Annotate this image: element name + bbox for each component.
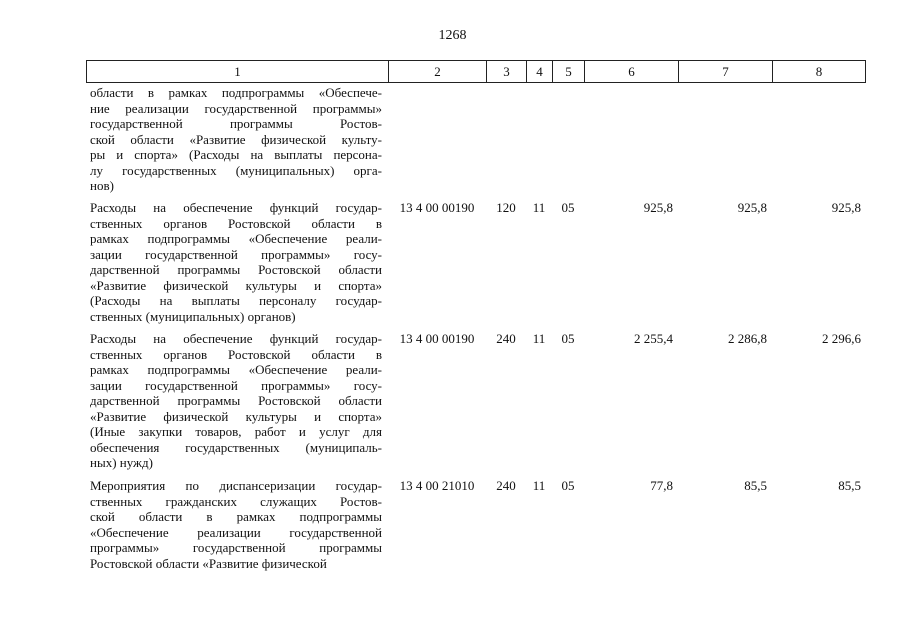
column-header-1: 1: [87, 61, 389, 83]
column-header-6: 6: [585, 61, 679, 83]
value-2020-cell: 85,5: [744, 478, 767, 493]
value-2020-cell: 925,8: [737, 200, 767, 215]
description-line: «Развитие физической культуры и спорта»: [90, 408, 382, 424]
value-2020-cell: 2 286,8: [728, 331, 767, 346]
description-line: ской области «Развитие физической культу-: [90, 131, 382, 147]
description-line: рамках подпрограммы «Обеспечение реали-: [90, 362, 382, 377]
description-line: Расходы на обеспечение функций государ-: [90, 200, 382, 215]
budget-code-cell: 13 4 00 21010: [399, 478, 475, 493]
row-description: [90, 200, 382, 324]
description-line: зации государственной программы» госу-: [90, 377, 382, 393]
section-cell: 11: [532, 331, 546, 346]
column-header-7: 7: [679, 61, 773, 83]
subsection-cell: 05: [561, 478, 575, 493]
description-line: дарственной программы Ростовской области: [90, 262, 382, 277]
value-2019-cell: 925,8: [643, 200, 673, 215]
expense-type-cell: 240: [496, 331, 516, 346]
description-line: «Развитие физической культуры и спорта»: [90, 277, 382, 293]
column-header-4: 4: [527, 61, 553, 83]
description-line: ственных (муниципальных) органов): [90, 308, 296, 324]
column-header-8: 8: [773, 61, 866, 83]
row-description: [90, 478, 382, 571]
page-number: 1268: [438, 28, 467, 43]
description-line: (Расходы на выплаты персоналу государ-: [90, 293, 382, 308]
description-line: Мероприятия по диспансеризации государ-: [90, 478, 382, 493]
description-line: ственных гражданских служащих Ростов-: [90, 493, 382, 509]
column-header-row: [86, 60, 866, 83]
section-cell: 11: [532, 478, 546, 493]
description-line: области в рамках подпрограммы «Обеспече-: [90, 85, 382, 100]
description-line: обеспечения государственных (муниципаль-: [90, 439, 382, 455]
budget-code-cell: 13 4 00 00190: [399, 200, 475, 215]
value-2021-cell: 85,5: [838, 478, 861, 493]
description-line: ственных органов Ростовской области в: [90, 215, 382, 231]
expense-type-cell: 120: [496, 200, 516, 215]
description-line: государственной программы Ростов-: [90, 116, 382, 131]
value-2021-cell: 2 296,6: [822, 331, 861, 346]
description-line: (Иные закупки товаров, работ и услуг для: [90, 424, 382, 439]
column-header-3: 3: [487, 61, 527, 83]
value-2019-cell: 77,8: [650, 478, 673, 493]
description-line: ственных органов Ростовской области в: [90, 346, 382, 362]
description-line: Ростовской области «Развитие физической: [90, 555, 327, 571]
description-line: зации государственной программы» госу-: [90, 246, 382, 262]
value-2021-cell: 925,8: [831, 200, 861, 215]
column-header-5: 5: [553, 61, 585, 83]
row-description: [90, 85, 382, 194]
value-2019-cell: 2 255,4: [634, 331, 673, 346]
description-line: лу государственных (муниципальных) орга-: [90, 162, 382, 178]
subsection-cell: 05: [561, 200, 575, 215]
expense-type-cell: 240: [496, 478, 516, 493]
description-line: «Обеспечение реализации государственной: [90, 524, 382, 540]
subsection-cell: 05: [561, 331, 575, 346]
description-line: ры и спорта» (Расходы на выплаты персона-: [90, 147, 382, 162]
description-line: ской области в рамках подпрограммы: [90, 509, 382, 524]
column-header-2: 2: [389, 61, 487, 83]
description-line: Расходы на обеспечение функций государ-: [90, 331, 382, 346]
budget-code-cell: 13 4 00 00190: [399, 331, 475, 346]
description-line: рамках подпрограммы «Обеспечение реали-: [90, 231, 382, 246]
description-line: программы» государственной программы: [90, 540, 382, 555]
section-cell: 11: [532, 200, 546, 215]
description-line: нов): [90, 178, 114, 193]
description-line: ние реализации государственной программы»: [90, 100, 382, 116]
description-line: ных) нужд): [90, 455, 153, 470]
row-description: [90, 331, 382, 471]
description-line: дарственной программы Ростовской области: [90, 393, 382, 408]
